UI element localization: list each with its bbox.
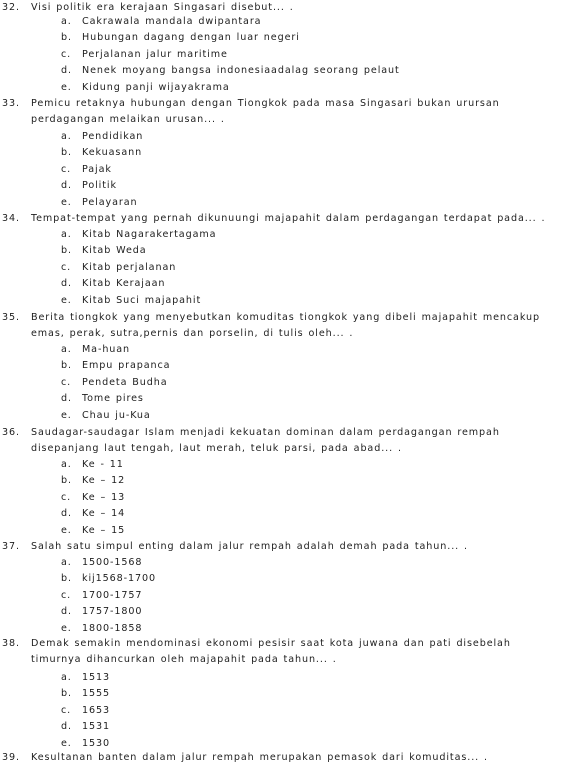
option-text: 1700-1757 bbox=[82, 589, 143, 601]
option-letter: c. bbox=[61, 48, 72, 60]
answer-option[interactable] bbox=[61, 604, 142, 620]
answer-option[interactable] bbox=[61, 358, 170, 374]
answer-option[interactable] bbox=[61, 30, 300, 46]
question-text: Salah satu simpul enting dalam jalur rempah adalah demah pada tahun... . bbox=[31, 541, 468, 552]
answer-option[interactable] bbox=[61, 195, 137, 211]
option-text: Ke – 14 bbox=[82, 508, 126, 520]
option-text: Pajak bbox=[82, 163, 112, 175]
question-text: Berita tiongkok yang menyebutkan komuditas tiongkok yang dibeli majapahit mencakup emas, perak, sutra,pernis dan porselin, di tulis oleh... . bbox=[31, 312, 540, 340]
option-text: 1653 bbox=[82, 704, 111, 716]
option-text: Pelayaran bbox=[82, 196, 138, 208]
answer-option[interactable] bbox=[61, 506, 125, 522]
option-text: 1531 bbox=[82, 721, 111, 733]
question-number: 32. bbox=[2, 2, 20, 13]
option-letter: b. bbox=[61, 147, 72, 159]
question-number: 39. bbox=[2, 752, 20, 763]
answer-option[interactable] bbox=[61, 523, 125, 539]
option-text: Politik bbox=[82, 180, 117, 192]
answer-option[interactable] bbox=[61, 243, 147, 259]
option-letter: e. bbox=[61, 622, 72, 634]
question-number: 37. bbox=[2, 541, 20, 552]
option-text: Tome pires bbox=[82, 393, 144, 405]
option-text: Kitab Suci majapahit bbox=[82, 294, 202, 306]
question-number: 33. bbox=[2, 98, 20, 109]
question-text: Kesultanan banten dalam jalur rempah merupakan pemasok dari komuditas... . bbox=[31, 752, 489, 763]
answer-option[interactable] bbox=[61, 621, 142, 637]
answer-option[interactable] bbox=[61, 47, 228, 63]
option-letter: d. bbox=[61, 180, 72, 192]
option-text: Nenek moyang bangsa indonesiaadalag seorang pelaut bbox=[82, 65, 400, 77]
option-letter: e. bbox=[61, 81, 72, 93]
option-text: Cakrawala mandala dwipantara bbox=[82, 16, 262, 27]
option-letter: a. bbox=[61, 344, 72, 355]
answer-option[interactable] bbox=[61, 178, 117, 194]
option-text: Pendidikan bbox=[82, 131, 144, 142]
question-number: 36. bbox=[2, 427, 20, 438]
option-text: 1800-1858 bbox=[82, 622, 143, 634]
answer-option[interactable] bbox=[61, 588, 142, 604]
option-letter: d. bbox=[61, 508, 72, 520]
option-letter: b. bbox=[61, 475, 72, 487]
option-text: Kitab perjalanan bbox=[82, 261, 177, 273]
answer-option[interactable] bbox=[61, 162, 112, 178]
answer-option[interactable] bbox=[61, 670, 110, 686]
option-text: Kitab Kerajaan bbox=[82, 278, 166, 290]
question-text: Visi politik era kerajaan Singasari disebut... . bbox=[31, 2, 294, 13]
question-number: 38. bbox=[2, 638, 20, 649]
option-letter: e. bbox=[61, 737, 72, 749]
option-letter: c. bbox=[61, 376, 72, 388]
answer-option[interactable] bbox=[61, 391, 144, 407]
option-text: 1500-1568 bbox=[82, 557, 143, 568]
option-letter: e. bbox=[61, 294, 72, 306]
answer-option[interactable] bbox=[61, 129, 143, 145]
answer-option[interactable] bbox=[61, 293, 201, 309]
option-text: 1513 bbox=[82, 672, 111, 683]
option-text: 1757-1800 bbox=[82, 606, 143, 618]
answer-option[interactable] bbox=[61, 80, 230, 96]
option-text: Ke - 11 bbox=[82, 459, 124, 470]
option-letter: b. bbox=[61, 360, 72, 372]
answer-option[interactable] bbox=[61, 408, 151, 424]
option-text: 1530 bbox=[82, 737, 111, 749]
option-letter: e. bbox=[61, 409, 72, 421]
option-letter: a. bbox=[61, 229, 72, 240]
option-letter: a. bbox=[61, 459, 72, 470]
option-text: Kekuasann bbox=[82, 147, 143, 159]
option-text: Pendeta Budha bbox=[82, 376, 168, 388]
option-text: Hubungan dagang dengan luar negeri bbox=[82, 32, 300, 44]
answer-option[interactable] bbox=[61, 375, 168, 391]
question-number: 34. bbox=[2, 213, 20, 224]
option-text: Ke – 13 bbox=[82, 491, 126, 503]
option-letter: d. bbox=[61, 393, 72, 405]
answer-option[interactable] bbox=[61, 719, 110, 735]
option-text: Ke – 15 bbox=[82, 524, 126, 536]
answer-option[interactable] bbox=[61, 63, 400, 79]
option-letter: e. bbox=[61, 196, 72, 208]
answer-option[interactable] bbox=[61, 490, 125, 506]
option-letter: e. bbox=[61, 524, 72, 536]
answer-option[interactable] bbox=[61, 227, 216, 243]
question-number: 35. bbox=[2, 312, 20, 323]
option-text: Kidung panji wijayakrama bbox=[82, 81, 230, 93]
option-letter: c. bbox=[61, 261, 72, 273]
option-letter: d. bbox=[61, 65, 72, 77]
option-text: Kitab Weda bbox=[82, 245, 147, 257]
option-letter: c. bbox=[61, 163, 72, 175]
answer-option[interactable] bbox=[61, 145, 142, 161]
answer-option[interactable] bbox=[61, 571, 156, 587]
question-text: Tempat-tempat yang pernah dikunuungi majapahit dalam perdagangan terdapat pada... . bbox=[31, 213, 546, 224]
answer-option[interactable] bbox=[61, 14, 261, 30]
answer-option[interactable] bbox=[61, 686, 110, 702]
option-letter: a. bbox=[61, 16, 72, 27]
option-letter: d. bbox=[61, 278, 72, 290]
answer-option[interactable] bbox=[61, 276, 165, 292]
answer-option[interactable] bbox=[61, 457, 124, 473]
option-text: kij1568-1700 bbox=[82, 573, 156, 585]
option-letter: c. bbox=[61, 589, 72, 601]
answer-option[interactable] bbox=[61, 260, 176, 276]
option-letter: c. bbox=[61, 704, 72, 716]
option-text: Empu prapanca bbox=[82, 360, 171, 372]
question-text: Saudagar-saudagar Islam menjadi kekuatan dominan dalam perdagangan rempah disepanjang laut tengah, laut merah, teluk parsi, pada abad... . bbox=[31, 427, 500, 455]
option-letter: b. bbox=[61, 245, 72, 257]
option-text: Chau ju-Kua bbox=[82, 409, 151, 421]
answer-option[interactable] bbox=[61, 555, 142, 571]
option-letter: b. bbox=[61, 688, 72, 700]
question-text: Pemicu retaknya hubungan dengan Tiongkok pada masa Singasari bukan urursan perdagangan melaikan urusan... . bbox=[31, 98, 500, 126]
answer-option[interactable] bbox=[61, 703, 110, 719]
option-letter: c. bbox=[61, 491, 72, 503]
option-text: Ma-huan bbox=[82, 344, 131, 355]
option-letter: a. bbox=[61, 131, 72, 142]
answer-option[interactable] bbox=[61, 342, 130, 358]
option-text: Kitab Nagarakertagama bbox=[82, 229, 217, 240]
option-text: Perjalanan jalur maritime bbox=[82, 48, 228, 60]
option-letter: d. bbox=[61, 606, 72, 618]
option-letter: b. bbox=[61, 32, 72, 44]
option-letter: d. bbox=[61, 721, 72, 733]
answer-option[interactable] bbox=[61, 473, 125, 489]
question-text: Demak semakin mendominasi ekonomi pesisir saat kota juwana dan pati disebelah timurnya dihancurkan oleh majapahit pada tahun... . bbox=[31, 638, 511, 666]
option-letter: b. bbox=[61, 573, 72, 585]
option-text: Ke – 12 bbox=[82, 475, 126, 487]
option-letter: a. bbox=[61, 557, 72, 568]
option-text: 1555 bbox=[82, 688, 111, 700]
option-letter: a. bbox=[61, 672, 72, 683]
